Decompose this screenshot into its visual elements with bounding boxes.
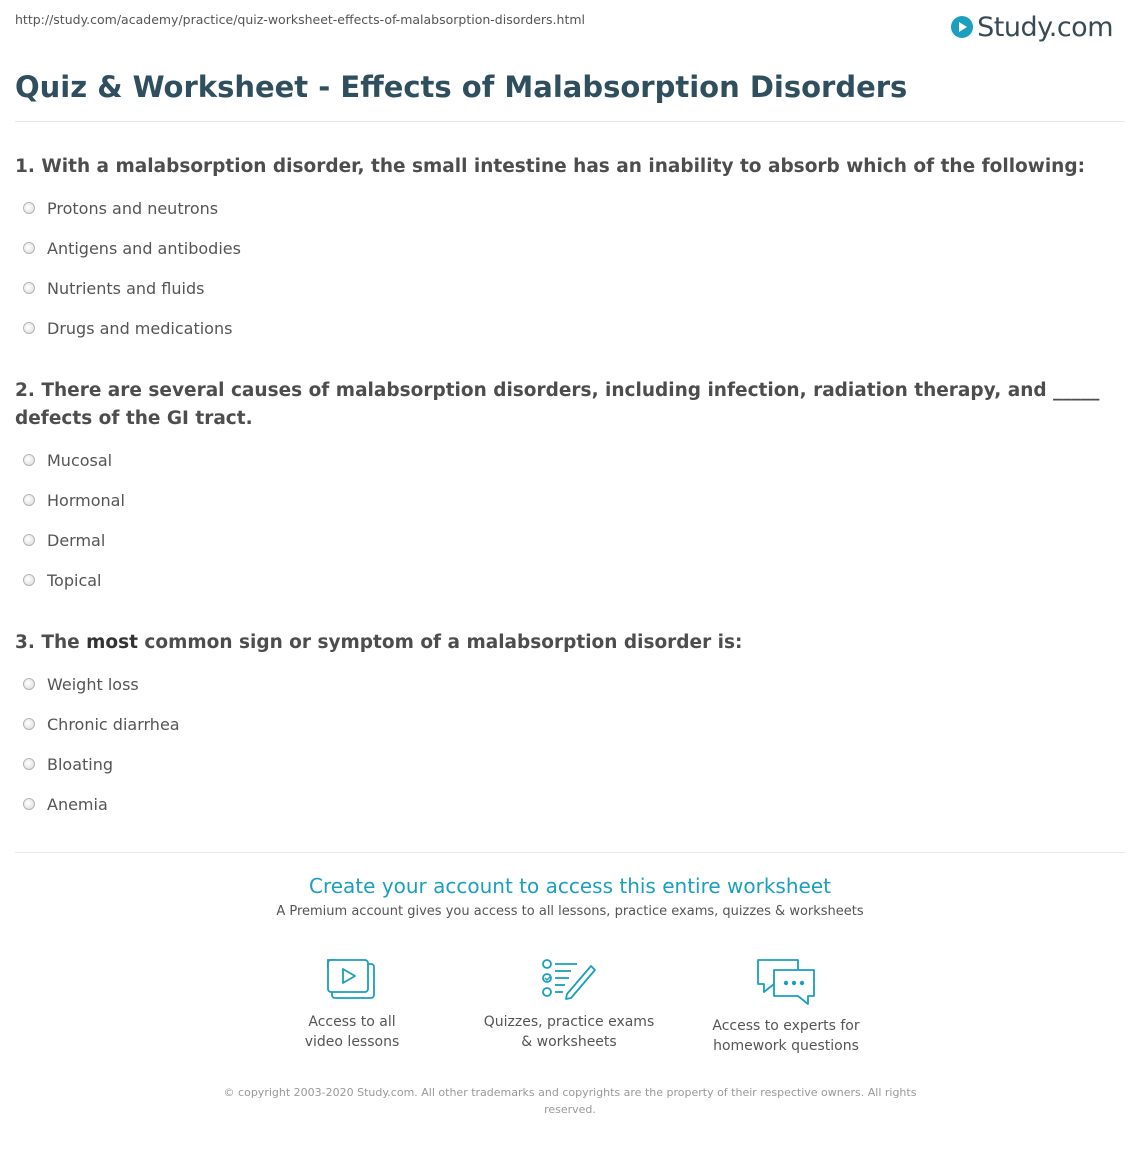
radio-button[interactable] (23, 202, 35, 214)
answer-option[interactable] (23, 784, 1115, 824)
radio-button[interactable] (23, 534, 35, 546)
option-label: Weight loss (47, 674, 139, 694)
option-label: Nutrients and fluids (47, 278, 205, 298)
answer-option[interactable] (23, 744, 1115, 784)
top-bar (15, 12, 1125, 42)
radio-button[interactable] (23, 718, 35, 730)
question-text (15, 629, 1115, 657)
question-text (15, 377, 1115, 433)
copyright-footer: © copyright 2003-2020 Study.com. All other trademarks and copyrights are the property of their respective owners. All rights reserved. (223, 1086, 917, 1116)
question-number: 1. (15, 156, 35, 177)
answer-option[interactable] (23, 308, 1115, 348)
radio-button[interactable] (23, 322, 35, 334)
question-prompt: common sign or symptom of a malabsorption disorder is: (137, 632, 743, 653)
answer-option[interactable] (23, 188, 1115, 228)
option-label: Dermal (47, 530, 106, 550)
page-url: http://study.com/academy/practice/quiz-worksheet-effects-of-malabsorption-disorders.html (15, 12, 585, 27)
option-label: Protons and neutrons (47, 198, 219, 218)
feature-experts (696, 958, 876, 1056)
section-divider (15, 852, 1125, 853)
cta-title-link[interactable]: Create your account to access this entire worksheet (309, 874, 831, 898)
feature-label: Access to all video lessons (304, 1014, 400, 1050)
question-text (15, 153, 1115, 181)
answer-option[interactable] (23, 440, 1115, 480)
page-title: Quiz & Worksheet - Effects of Malabsorption Disorders (15, 70, 908, 104)
radio-button[interactable] (23, 574, 35, 586)
quiz-checklist-icon (541, 958, 597, 1002)
answer-option[interactable] (23, 228, 1115, 268)
question-3 (15, 629, 1115, 824)
question-prompt: There are several causes of malabsorption disorders, including infection, radiation therapy, and _____ defects of the GI tract. (15, 380, 1100, 429)
answer-option[interactable] (23, 480, 1115, 520)
radio-button[interactable] (23, 242, 35, 254)
question-1 (15, 153, 1115, 348)
option-label: Hormonal (47, 490, 125, 510)
radio-button[interactable] (23, 798, 35, 810)
feature-quizzes (479, 958, 659, 1052)
title-divider (15, 121, 1125, 122)
answer-option[interactable] (23, 664, 1115, 704)
option-label: Topical (47, 570, 102, 590)
question-prompt: The (41, 632, 87, 653)
cta-subtitle: A Premium account gives you access to all lessons, practice exams, quizzes & worksheets (276, 904, 864, 919)
play-logo-icon (951, 16, 973, 38)
question-emphasis: most (86, 632, 138, 653)
question-number: 3. (15, 632, 35, 653)
option-label: Antigens and antibodies (47, 238, 241, 258)
study-logo[interactable] (951, 12, 1113, 42)
answer-option[interactable] (23, 704, 1115, 744)
radio-button[interactable] (23, 758, 35, 770)
option-label: Bloating (47, 754, 114, 774)
question-number: 2. (15, 380, 35, 401)
answer-option[interactable] (23, 268, 1115, 308)
option-label: Chronic diarrhea (47, 714, 180, 734)
option-label: Mucosal (47, 450, 113, 470)
answer-option[interactable] (23, 560, 1115, 600)
radio-button[interactable] (23, 282, 35, 294)
question-prompt: With a malabsorption disorder, the small intestine has an inability to absorb which of the following: (41, 156, 1085, 177)
premium-cta (15, 874, 1125, 919)
answer-option[interactable] (23, 520, 1115, 560)
radio-button[interactable] (23, 494, 35, 506)
radio-button[interactable] (23, 678, 35, 690)
radio-button[interactable] (23, 454, 35, 466)
option-label: Anemia (47, 794, 108, 814)
feature-label: Quizzes, practice exams & worksheets (483, 1014, 655, 1050)
logo-text: Study.com (977, 11, 1113, 43)
feature-video-lessons (262, 958, 442, 1052)
option-label: Drugs and medications (47, 318, 233, 338)
feature-label: Access to experts for homework questions (712, 1018, 860, 1054)
video-lessons-icon (326, 958, 378, 1002)
question-2 (15, 377, 1115, 600)
chat-bubbles-icon (754, 958, 818, 1006)
